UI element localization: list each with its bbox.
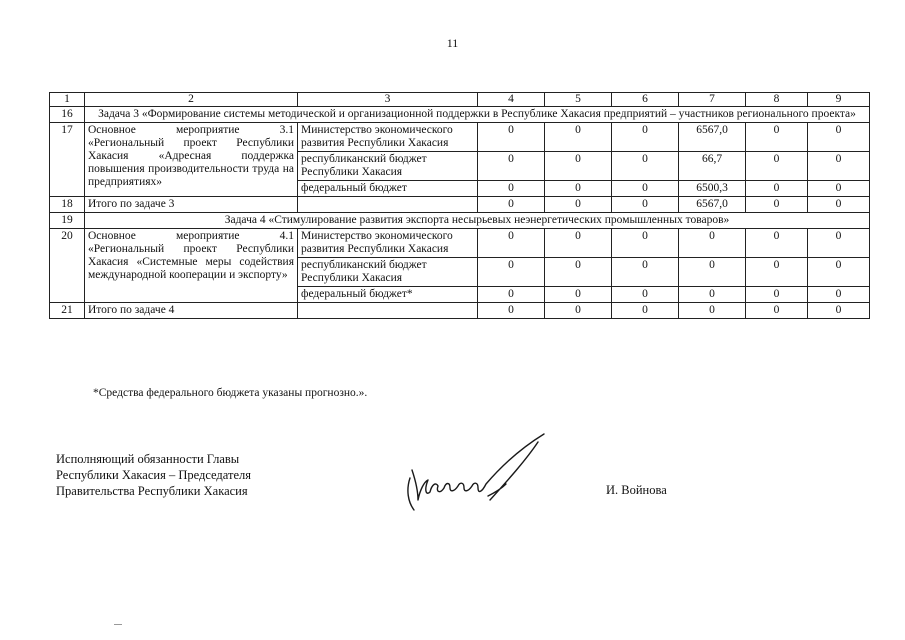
signatory-title-line: Республики Хакасия – Председателя	[56, 468, 252, 482]
signatory-name: И. Войнова	[606, 483, 667, 497]
value-cell: 0	[679, 229, 746, 258]
value-cell: 0	[746, 287, 808, 303]
funding-source: Министерство экономического развития Республики Хакасия	[298, 123, 478, 152]
value-cell: 0	[478, 229, 545, 258]
value-cell: 0	[746, 229, 808, 258]
total-label: Итого по задаче 4	[85, 303, 298, 319]
value-cell: 0	[545, 258, 612, 287]
funding-source: республиканский бюджет Республики Хакасия	[298, 258, 478, 287]
value-cell: 0	[808, 123, 870, 152]
value-cell: 0	[545, 229, 612, 258]
header-cell: 2	[85, 93, 298, 107]
empty-cell	[298, 197, 478, 213]
value-cell: 0	[746, 123, 808, 152]
value-cell: 6500,3	[679, 181, 746, 197]
empty-cell	[298, 303, 478, 319]
header-cell: 3	[298, 93, 478, 107]
value-cell: 0	[612, 197, 679, 213]
value-cell: 0	[746, 152, 808, 181]
header-cell: 9	[808, 93, 870, 107]
signatory-title-line: Правительства Республики Хакасия	[56, 484, 248, 498]
value-cell: 0	[545, 197, 612, 213]
value-cell: 0	[746, 303, 808, 319]
signatory-title	[56, 451, 251, 499]
value-cell: 0	[478, 181, 545, 197]
value-cell: 0	[478, 123, 545, 152]
funding-source: республиканский бюджет Республики Хакасия	[298, 152, 478, 181]
value-cell: 0	[808, 152, 870, 181]
header-cell: 7	[679, 93, 746, 107]
value-cell: 0	[612, 181, 679, 197]
value-cell: 0	[679, 303, 746, 319]
activity-cell: Основное мероприятие 4.1 «Региональный проект Республики Хакасия «Системные меры содействия международной кооперации и экспорту»	[85, 229, 298, 303]
row-number: 19	[50, 213, 85, 229]
value-cell: 0	[478, 197, 545, 213]
total-row	[50, 303, 870, 319]
page-number: 11	[446, 36, 459, 50]
value-cell: 0	[679, 287, 746, 303]
value-cell: 0	[679, 258, 746, 287]
value-cell: 0	[545, 303, 612, 319]
value-cell: 0	[612, 229, 679, 258]
value-cell: 66,7	[679, 152, 746, 181]
value-cell: 0	[746, 181, 808, 197]
header-cell: 1	[50, 93, 85, 107]
handwritten-signature	[398, 430, 558, 520]
value-cell: 0	[808, 197, 870, 213]
value-cell: 0	[545, 152, 612, 181]
activity-cell: Основное мероприятие 3.1 «Региональный проект Республики Хакасия «Адресная поддержка повышения производительности труда на предприятиях»	[85, 123, 298, 197]
value-cell: 0	[545, 181, 612, 197]
row-number: 20	[50, 229, 85, 303]
row-number: 18	[50, 197, 85, 213]
value-cell: 0	[612, 258, 679, 287]
task-title: Задача 4 «Стимулирование развития экспорта несырьевых неэнергетических промышленных товаров»	[85, 213, 870, 229]
value-cell: 0	[808, 181, 870, 197]
header-cell: 5	[545, 93, 612, 107]
value-cell: 0	[478, 258, 545, 287]
total-row	[50, 197, 870, 213]
task-title: Задача 3 «Формирование системы методической и организационной поддержки в Республике Хакасия предприятий – участников регионального проекта»	[85, 107, 870, 123]
budget-table	[49, 92, 870, 319]
value-cell: 0	[612, 303, 679, 319]
value-cell: 0	[478, 303, 545, 319]
signatory-title-line: Исполняющий обязанности Главы	[56, 452, 240, 466]
value-cell: 0	[746, 258, 808, 287]
value-cell: 0	[612, 152, 679, 181]
value-cell: 0	[545, 123, 612, 152]
header-cell: 6	[612, 93, 679, 107]
value-cell: 0	[612, 123, 679, 152]
value-cell: 0	[746, 197, 808, 213]
value-cell: 0	[808, 258, 870, 287]
scan-mark	[114, 624, 122, 625]
header-cell: 8	[746, 93, 808, 107]
value-cell: 6567,0	[679, 123, 746, 152]
value-cell: 6567,0	[679, 197, 746, 213]
value-cell: 0	[478, 287, 545, 303]
table-row	[50, 229, 870, 258]
value-cell: 0	[808, 303, 870, 319]
total-label: Итого по задаче 3	[85, 197, 298, 213]
funding-source: Министерство экономического развития Республики Хакасия	[298, 229, 478, 258]
footnote: *Средства федерального бюджета указаны прогнозно.».	[93, 387, 368, 399]
table-row	[50, 123, 870, 152]
value-cell: 0	[808, 287, 870, 303]
header-cell: 4	[478, 93, 545, 107]
value-cell: 0	[612, 287, 679, 303]
value-cell: 0	[545, 287, 612, 303]
row-number: 16	[50, 107, 85, 123]
row-number: 21	[50, 303, 85, 319]
value-cell: 0	[478, 152, 545, 181]
task-row	[50, 107, 870, 123]
task-row	[50, 213, 870, 229]
funding-source: федеральный бюджет*	[298, 287, 478, 303]
table-header-row	[50, 93, 870, 107]
value-cell: 0	[808, 229, 870, 258]
row-number: 17	[50, 123, 85, 197]
funding-source: федеральный бюджет	[298, 181, 478, 197]
